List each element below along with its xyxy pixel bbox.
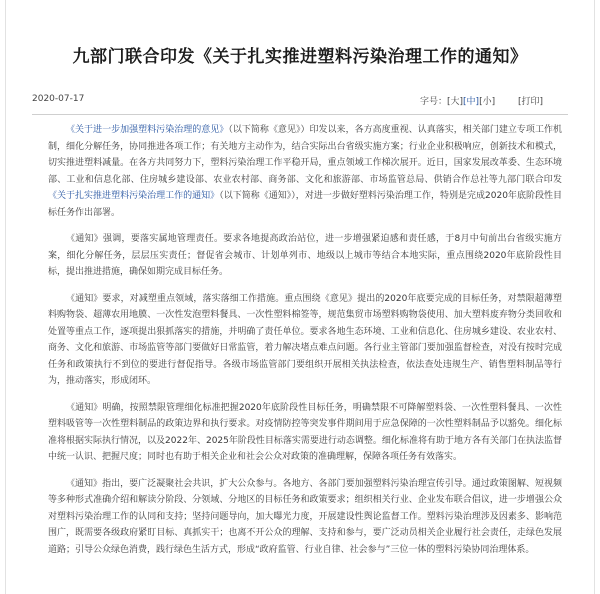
paragraph-1-text-a: （以下简称《意见》）印发以来，各方高度重视、认真落实，相关部门建立专项工作机制，细化分解任务，协同推进各项工作；有关地方主动作为，结合实际出台省级实施方案；行业企业积极响应，创新技术和模式，切实推进塑料减量。在各方共同努力下，塑料污染治理工作平稳开局，重点领域工作梯次展开。近日，国家发展改革委、生态环境部、工业和信息化部、住房城乡建设部、农业农村部、商务部、文化和旅游部、市场监管总局、供销合作总社等九部门联合印发 (48, 125, 562, 185)
font-size-label: 字号： (420, 97, 448, 107)
paragraph-2: 《通知》强调，要落实属地管理责任。要求各地提高政治站位，进一步增强紧迫感和责任感，于8月中旬前出台省级实施方案，细化分解任务，层层压实责任；督促省会城市、计划单列市、地级以上城市等结合本地实际，重点围绕2020年底阶段性目标，提出推进措施，确保如期完成目标任务。 (48, 234, 562, 277)
print-link[interactable]: [打印] (518, 97, 544, 107)
font-size-large-link[interactable]: [大] (447, 97, 464, 107)
header-divider (32, 114, 568, 115)
opinion-document-link[interactable]: 《关于进一步加强塑料污染治理的意见》 (66, 125, 229, 135)
paragraph-4: 《通知》明确，按照禁限管理细化标准把握2020年底阶段性目标任务，明确禁限不可降解塑料袋、一次性塑料餐具、一次性塑料吸管等一次性塑料制品的政策边界和执行要求。对疫情防控等突发事件期间用于应急保障的一次性塑料制品予以豁免。细化标准将根据实际执行情况，以及2022年、2025年阶段性目标落实需要进行动态调整。细化标准将有助于地方各有关部门在执法监督中统一认识、把握尺度；同时也有助于相关企业和社会公众对政策的准确理解，保障各项任务有效落实。 (48, 402, 562, 462)
paragraph-3: 《通知》要求，对减塑重点领域，落实落细工作措施。重点围绕《意见》提出的2020年底要完成的目标任务，对禁限超薄塑料购物袋、超薄农用地膜、一次性发泡塑料餐具、一次性塑料棉签等，规范集贸市场塑料购物袋使用、加大塑料废弃物分类回收和处置等重点工作，逐项提出狠抓落实的措施，并明确了责任单位。要求各地生态环境、工业和信息化、住房城乡建设、农业农村、商务、文化和旅游、市场监管等部门要做好日常监管，着力解决堵点难点问题。各行业主管部门要加强监督检查，对没有按时完成任务和政策执行不到位的要进行督促指导。各级市场监管部门要组织开展相关执法检查，依法查处违规生产、销售塑料制品等行为，推动落实，形成闭环。 (48, 293, 562, 386)
font-size-control (420, 94, 495, 107)
font-size-medium-link[interactable]: [中] (463, 97, 480, 107)
article-page (5, 0, 595, 594)
font-size-small-link[interactable]: [小] (479, 97, 496, 107)
article-meta (32, 94, 568, 110)
article-title: 九部门联合印发《关于扎实推进塑料污染治理工作的通知》 (72, 47, 528, 67)
print-control (518, 94, 543, 107)
publish-date: 2020-07-17 (32, 94, 85, 104)
paragraph-1-text-b: （以下简称《通知》），对进一步做好塑料污染治理工作，特别是完成2020年底阶段性目标任务作出部署。 (48, 191, 562, 218)
article-body (48, 122, 562, 568)
paragraph-5: 《通知》指出，要广泛凝聚社会共识，扩大公众参与。各地方、各部门要加强塑料污染治理宣传引导。通过政策图解、短视频等多种形式准确介绍和解读分阶段、分领域、分地区的目标任务和政策要求；组织相关行业、企业发布联合倡议，进一步增强公众对塑料污染治理工作的认同和支持；坚持问题导向，加大曝光力度，开展建设性舆论监督工作。塑料污染治理涉及因素多、影响范围广，既需要各级政府紧盯目标、真抓实干；也离不开公众的理解、支持和参与，要广泛动员相关企业履行社会责任，走绿色发展道路；引导公众绿色消费，践行绿色生活方式，形成“政府监管、行业自律、社会参与”三位一体的塑料污染协同治理体系。 (48, 478, 562, 555)
notice-document-link[interactable]: 《关于扎实推进塑料污染治理工作的通知》 (48, 191, 220, 201)
paragraph-1 (48, 122, 562, 221)
